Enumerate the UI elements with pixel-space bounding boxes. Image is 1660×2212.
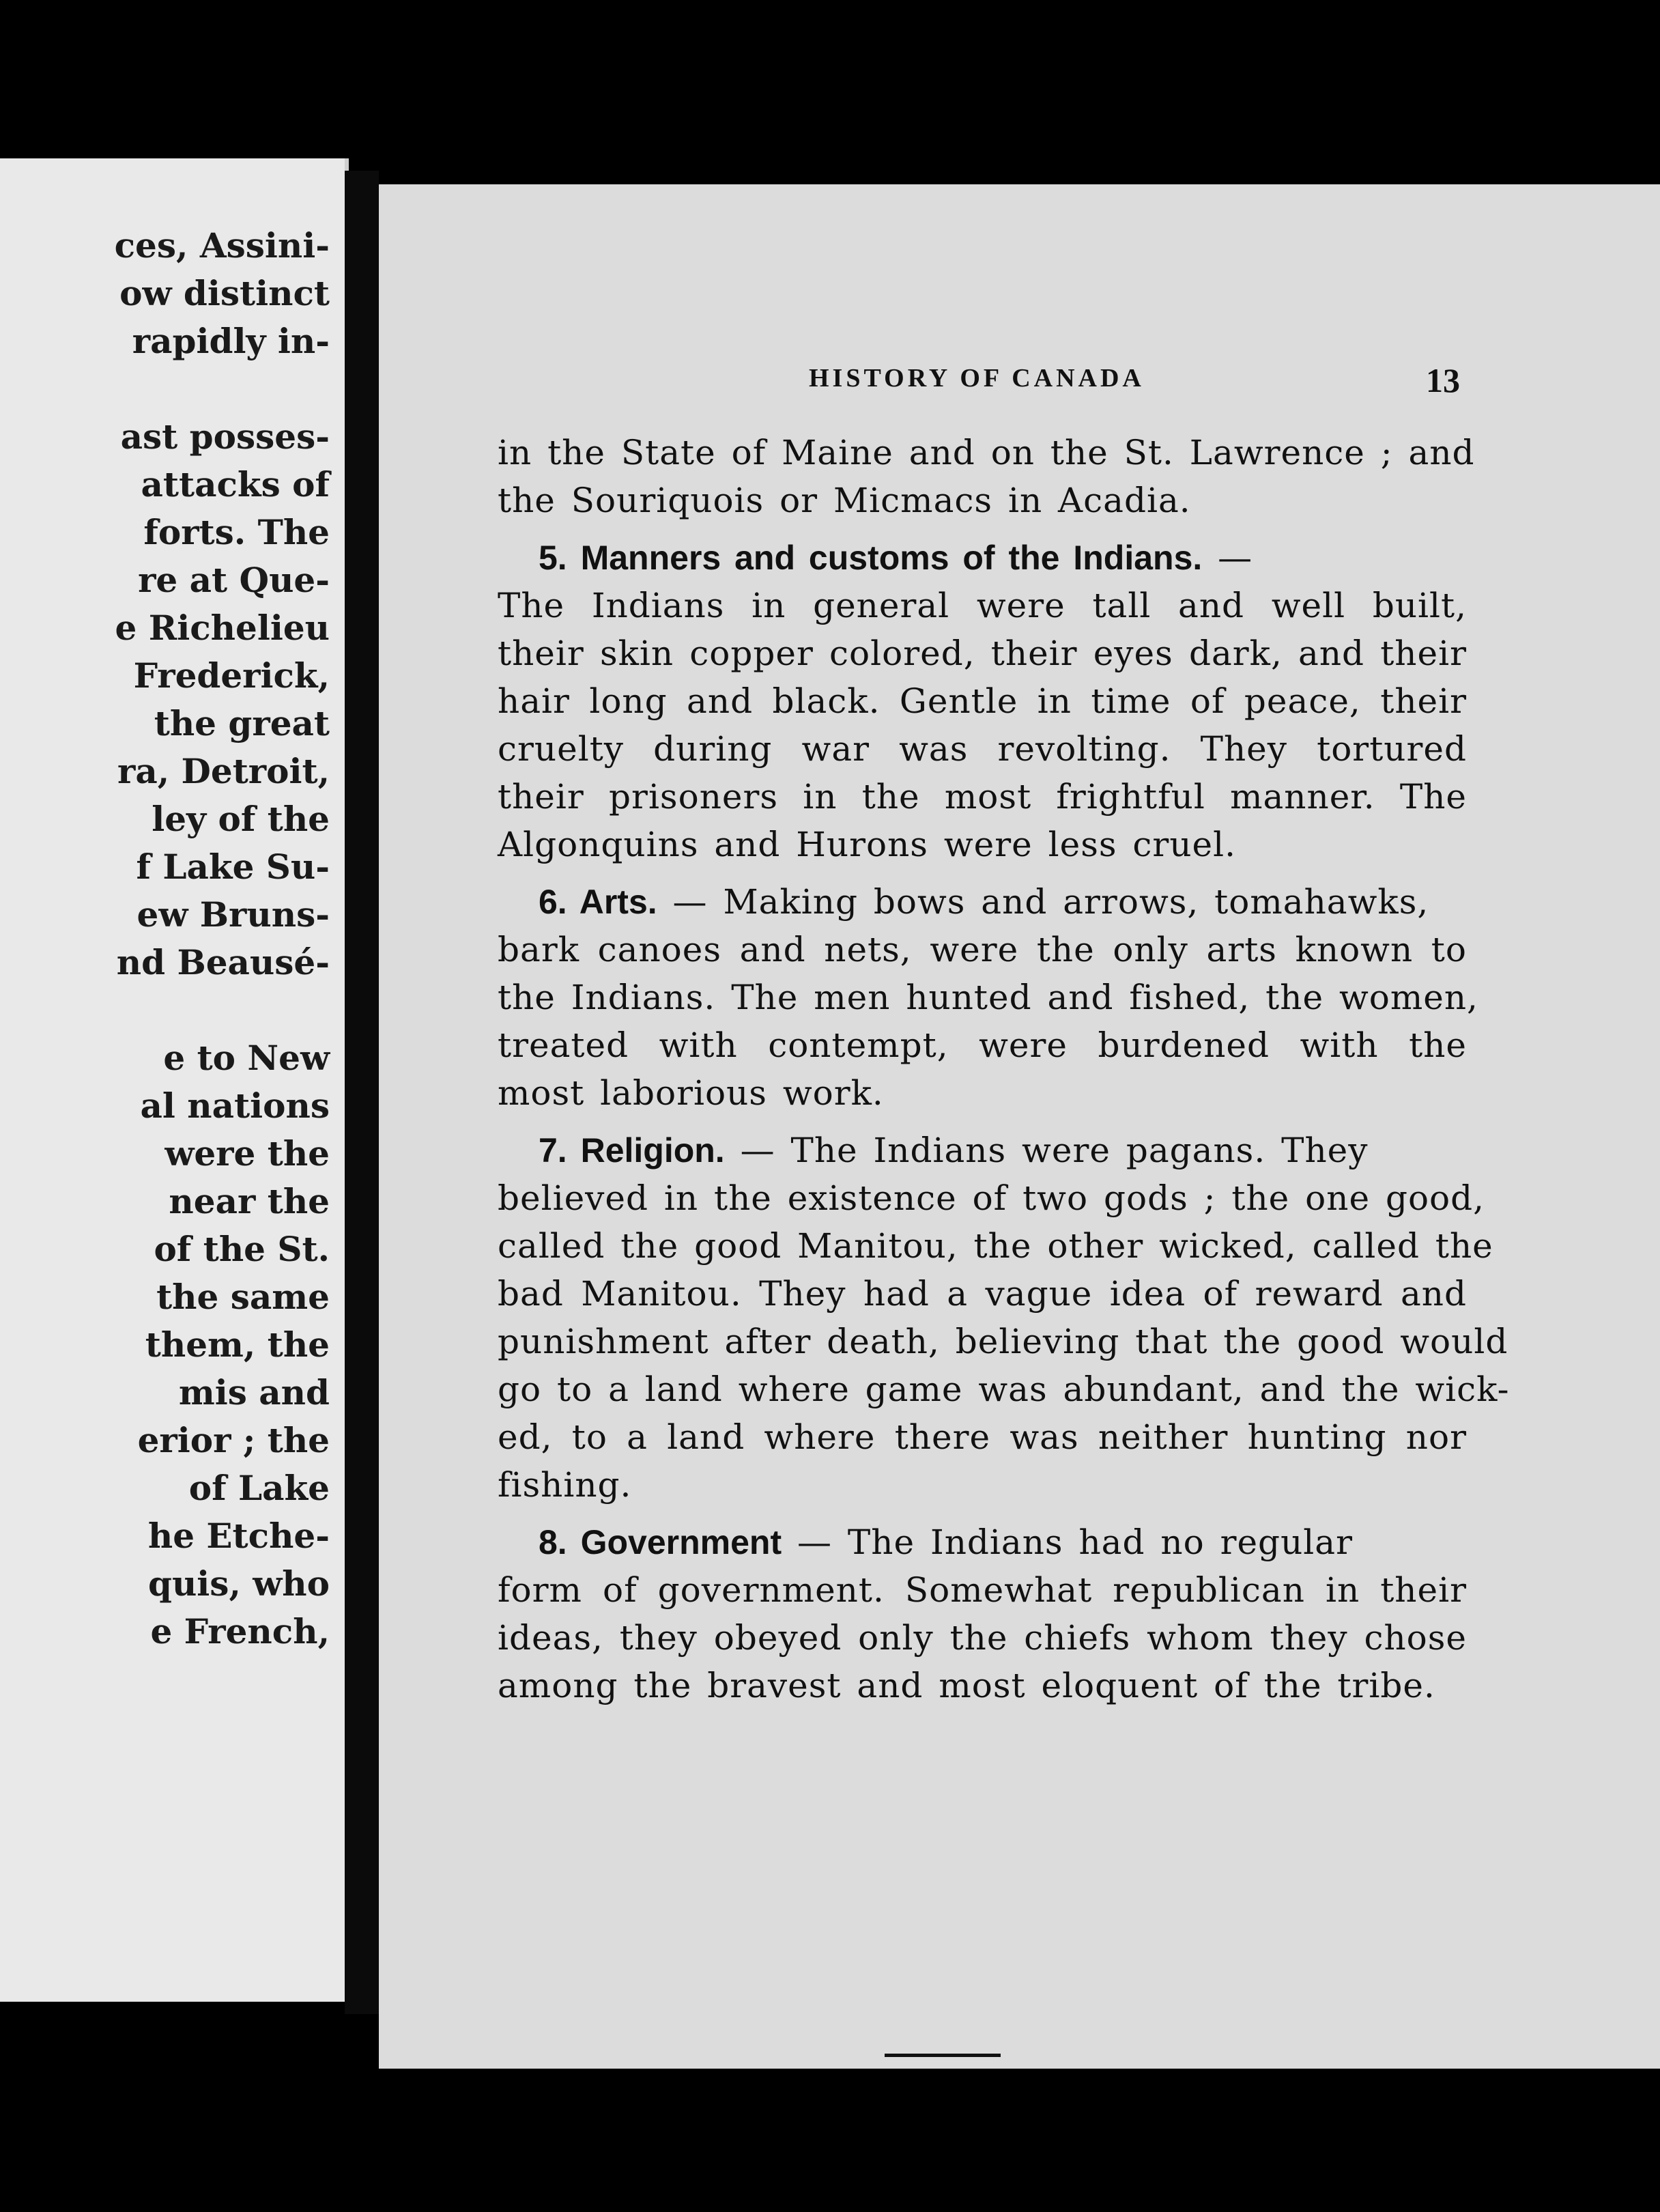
left-page-line: forts. The xyxy=(143,512,330,552)
section-arts xyxy=(498,878,1478,1117)
body-line: fishing. xyxy=(498,1465,632,1505)
left-facing-page xyxy=(0,158,349,2002)
left-page-line: e French, xyxy=(150,1611,330,1651)
body-line: Algonquins and Hurons were less cruel. xyxy=(498,825,1236,864)
body-line: form of government. Somewhat republican in their xyxy=(498,1570,1467,1610)
running-head: HISTORY OF CANADA xyxy=(809,364,1145,393)
body-line: bark canoes and nets, were the only arts known to xyxy=(498,930,1467,969)
body-line: ideas, they obeyed only the chiefs whom they chose xyxy=(498,1618,1467,1658)
left-page-line: quis, who xyxy=(147,1563,330,1604)
left-page-line: e to New xyxy=(163,1038,330,1078)
book-gutter xyxy=(345,171,379,2014)
left-page-line: rapidly in- xyxy=(132,321,330,361)
page-body xyxy=(498,429,1510,1710)
left-page-line: were the xyxy=(164,1133,330,1174)
body-line: go to a land where game was abundant, and the wick- xyxy=(498,1370,1510,1409)
heading-dash: — xyxy=(782,1522,848,1562)
left-page-line: ces, Assini- xyxy=(114,225,330,266)
section-heading-line xyxy=(498,878,1467,926)
body-line: The Indians in general were tall and well built, xyxy=(498,586,1467,625)
body-line: bad Manitou. They had a vague idea of reward and xyxy=(498,1274,1467,1314)
body-line: the Indians. The men hunted and fished, the women, xyxy=(498,978,1478,1017)
body-line: cruelty during war was revolting. They tortured xyxy=(498,729,1467,769)
heading-dash: — xyxy=(1202,538,1253,578)
left-page-line: al nations xyxy=(140,1086,330,1126)
right-page xyxy=(379,184,1660,2069)
left-page-line: of Lake xyxy=(188,1468,330,1508)
left-page-line: ast posses- xyxy=(120,416,330,457)
body-line: their skin copper colored, their eyes dark, and their xyxy=(498,634,1467,673)
section-religion xyxy=(498,1126,1510,1509)
body-line: believed in the existence of two gods ; the one good, xyxy=(498,1178,1485,1218)
left-page-line: them, the xyxy=(145,1324,330,1365)
left-page-line: re at Que- xyxy=(138,560,330,600)
section-heading: 6. Arts. xyxy=(539,883,657,921)
section-government xyxy=(498,1518,1467,1710)
section-manners-customs xyxy=(498,534,1467,868)
left-page-line: ow distinct xyxy=(119,273,330,313)
body-line: treated with contempt, were burdened with the xyxy=(498,1025,1467,1065)
body-line: The Indians had no regular xyxy=(847,1522,1353,1562)
section-heading: 8. Government xyxy=(539,1523,782,1561)
body-line: their prisoners in the most frightful manner. The xyxy=(498,777,1467,817)
body-line: the Souriquois or Micmacs in Acadia. xyxy=(498,481,1191,520)
heading-dash: — xyxy=(724,1131,791,1170)
left-page-line: erior ; the xyxy=(137,1420,330,1460)
body-line: called the good Manitou, the other wicked, called the xyxy=(498,1226,1493,1266)
left-page-line: of the St. xyxy=(154,1229,330,1269)
left-page-line: ra, Detroit, xyxy=(117,751,330,791)
section-heading-line xyxy=(498,534,1467,582)
left-page-line: attacks of xyxy=(141,464,330,505)
left-page-line: nd Beausé- xyxy=(116,942,330,982)
body-line: Making bows and arrows, tomahawks, xyxy=(723,882,1429,922)
page-number: 13 xyxy=(1426,361,1460,399)
heading-dash: — xyxy=(657,882,724,922)
body-line: punishment after death, believing that the good would xyxy=(498,1322,1508,1361)
left-page-line: e Richelieu xyxy=(115,608,330,648)
body-line: among the bravest and most eloquent of the tribe. xyxy=(498,1666,1435,1705)
left-page-line: he Etche- xyxy=(147,1516,330,1556)
section-heading-line xyxy=(498,1518,1467,1566)
section-heading-line xyxy=(498,1126,1467,1174)
left-page-line: ew Bruns- xyxy=(137,894,330,935)
body-line: ed, to a land where there was neither hunting nor xyxy=(498,1417,1467,1457)
body-line: hair long and black. Gentle in time of peace, their xyxy=(498,681,1467,721)
body-line: The Indians were pagans. They xyxy=(790,1131,1369,1170)
end-rule xyxy=(885,2054,1001,2057)
left-page-line: mis and xyxy=(178,1372,330,1413)
left-page-line: f Lake Su- xyxy=(136,847,330,887)
left-page-line: Frederick, xyxy=(133,655,330,696)
left-page-line: the great xyxy=(154,703,330,743)
left-page-line: ley of the xyxy=(152,799,330,839)
body-line: most laborious work. xyxy=(498,1073,884,1113)
body-line: in the State of Maine and on the St. Lawrence ; and xyxy=(498,433,1475,472)
section-heading: 5. Manners and customs of the Indians. xyxy=(539,539,1203,577)
section-heading: 7. Religion. xyxy=(539,1131,725,1169)
left-page-line: near the xyxy=(169,1181,330,1221)
left-page-line: the same xyxy=(156,1277,330,1317)
